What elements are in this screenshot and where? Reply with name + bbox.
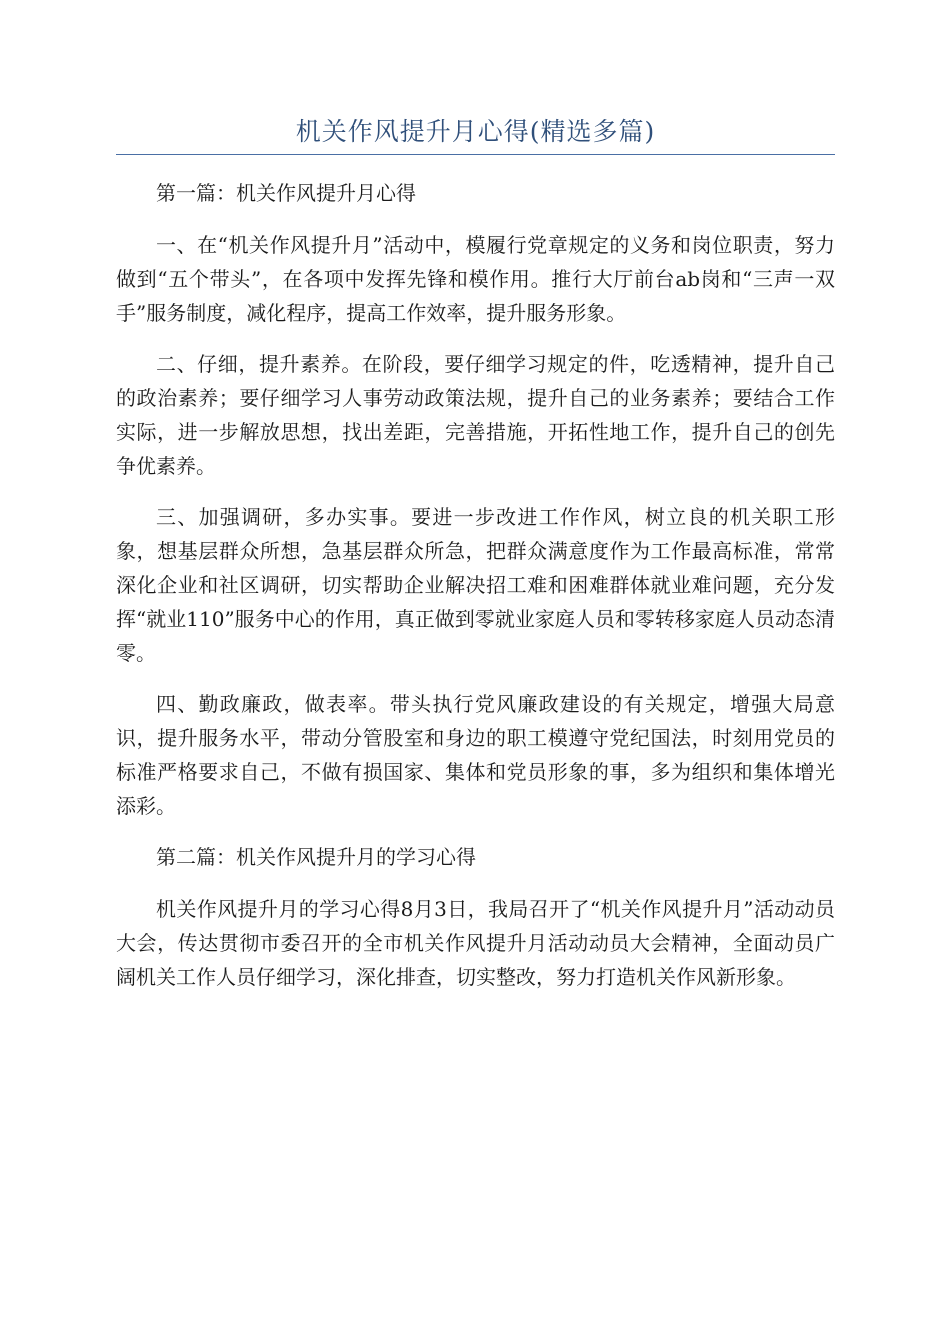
section-heading-2: 第二篇：机关作风提升月的学习心得: [156, 845, 476, 869]
paragraph-2: 二、仔细，提升素养。在阶段，要仔细学习规定的件，吃透精神，提升自己的政治素养；要仔细学习人事劳动政策法规，提升自己的业务素养；要结合工作实际，进一步解放思想，找出差距，完善措施，开拓性地工作，提升自己的创先争优素养。: [116, 352, 835, 478]
paragraph-5: 机关作风提升月的学习心得8月3日，我局召开了“机关作风提升月”活动动员大会，传达贯彻市委召开的全市机关作风提升月活动动员大会精神，全面动员广阔机关工作人员仔细学习，深化排查，切实整改，努力打造机关作风新形象。: [116, 897, 835, 989]
paragraph-3: 三、加强调研，多办实事。要进一步改进工作作风，树立良的机关职工形象，想基层群众所想，急基层群众所急，把群众满意度作为工作最高标准，常常深化企业和社区调研，切实帮助企业解决招工难和困难群体就业难问题，充分发挥“就业110”服务中心的作用，真正做到零就业家庭人员和零转移家庭人员动态清零。: [116, 505, 835, 665]
paragraph-1: 一、在“机关作风提升月”活动中，模履行党章规定的义务和岗位职责，努力做到“五个带头”，在各项中发挥先锋和模作用。推行大厅前台ab岗和“三声一双手”服务制度，减化程序，提高工作效率，提升服务形象。: [116, 233, 835, 325]
document-body: [116, 176, 835, 1011]
title-underline: [116, 154, 835, 155]
document-title: 机关作风提升月心得(精选多篇): [295, 117, 656, 146]
paragraph-4: 四、勤政廉政，做表率。带头执行党风廉政建设的有关规定，增强大局意识，提升服务水平，带动分管股室和身边的职工模遵守党纪国法，时刻用党员的标准严格要求自己，不做有损国家、集体和党员形象的事，多为组织和集体增光添彩。: [116, 692, 835, 818]
section-heading-1: 第一篇：机关作风提升月心得: [156, 181, 416, 205]
